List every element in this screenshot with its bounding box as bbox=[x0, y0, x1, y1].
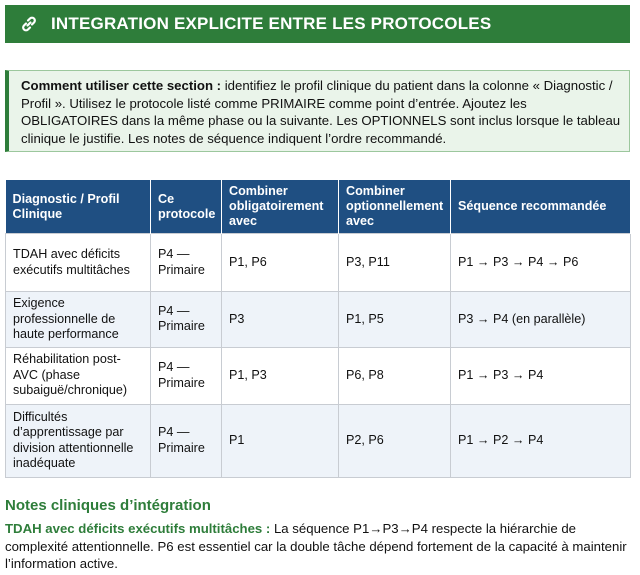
protocol-cell: P4 — Primaire bbox=[151, 292, 222, 348]
table-row bbox=[6, 292, 631, 348]
notes-heading: Notes cliniques d’intégration bbox=[5, 497, 211, 514]
optional-cell: P6, P8 bbox=[339, 347, 451, 404]
mandatory-cell: P3 bbox=[222, 292, 339, 348]
optional-cell: P1, P5 bbox=[339, 292, 451, 348]
table-row bbox=[6, 347, 631, 404]
column-header: Séquence recommandée bbox=[451, 180, 631, 234]
mandatory-cell: P1 bbox=[222, 404, 339, 477]
protocol-cell: P4 — Primaire bbox=[151, 347, 222, 404]
protocol-cell: P4 — Primaire bbox=[151, 404, 222, 477]
mandatory-cell: P1, P6 bbox=[222, 234, 339, 292]
diagnostic-cell: Difficultés d’apprentissage par division attentionnelle inadéquate bbox=[6, 404, 151, 477]
notes-lead: TDAH avec déficits exécutifs multitâches : bbox=[5, 521, 271, 536]
protocol-cell: P4 — Primaire bbox=[151, 234, 222, 292]
diagnostic-cell: Réhabilitation post-AVC (phase subaiguë/chronique) bbox=[6, 347, 151, 404]
column-header: Ce protocole bbox=[151, 180, 222, 234]
section-banner bbox=[5, 5, 630, 43]
usage-instructions bbox=[5, 70, 630, 152]
usage-text: identifiez le profil clinique du patient dans la colonne « Diagnostic / Profil ». Utilisez le protocole listé comme PRIMAIRE comme point d’entrée. Ajoutez les OBLIGATOIRES dans la même phase ou la suivante. Les OPTIONNELS sont inclus lorsque le tableau clinique le justifie. Les notes de séquence indiquent l’ordre recommandé. bbox=[21, 78, 621, 146]
sequence-cell: P1 → P2 → P4 bbox=[451, 404, 631, 477]
section-title: INTEGRATION EXPLICITE ENTRE LES PROTOCOLES bbox=[51, 14, 492, 33]
column-header: Combiner optionnellement avec bbox=[339, 180, 451, 234]
sequence-cell: P1 → P3 → P4 → P6 bbox=[451, 234, 631, 292]
diagnostic-cell: TDAH avec déficits exécutifs multitâches bbox=[6, 234, 151, 292]
column-header: Diagnostic / Profil Clinique bbox=[6, 180, 151, 234]
notes-paragraph bbox=[5, 520, 635, 573]
diagnostic-cell: Exigence professionnelle de haute performance bbox=[6, 292, 151, 348]
usage-lead: Comment utiliser cette section : bbox=[21, 78, 222, 93]
integration-table bbox=[5, 180, 631, 478]
table-row bbox=[6, 234, 631, 292]
sequence-cell: P3 → P4 (en parallèle) bbox=[451, 292, 631, 348]
sequence-cell: P1 → P3 → P4 bbox=[451, 347, 631, 404]
notes-text: La séquence P1→P3→P4 respecte la hiérarchie de complexité attentionnelle. P6 est essentiel car la double tâche dépend fortement de la capacité à maintenir l’information active. bbox=[5, 521, 627, 571]
table-header-row bbox=[6, 180, 631, 234]
link-icon bbox=[19, 14, 39, 34]
optional-cell: P2, P6 bbox=[339, 404, 451, 477]
column-header: Combiner obligatoirement avec bbox=[222, 180, 339, 234]
table-row bbox=[6, 404, 631, 477]
mandatory-cell: P1, P3 bbox=[222, 347, 339, 404]
optional-cell: P3, P11 bbox=[339, 234, 451, 292]
